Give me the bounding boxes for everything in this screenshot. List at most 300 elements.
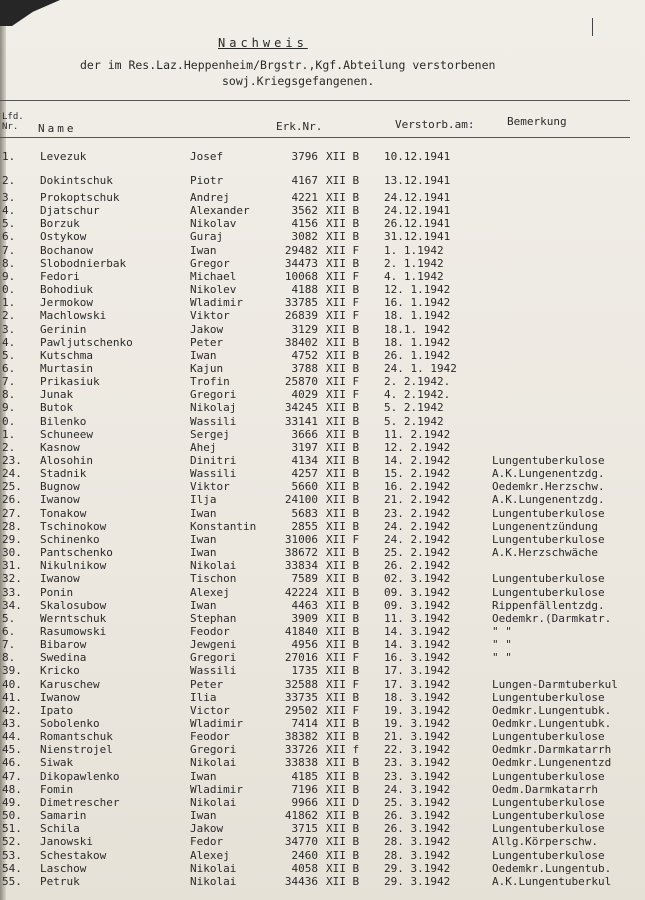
table-row	[0, 743, 645, 757]
cell-remark: Lungentuberkulose	[492, 730, 605, 744]
cell-nr: 29.	[2, 532, 22, 546]
cell-given: Peter	[190, 335, 224, 349]
cell-camp: XII B	[326, 848, 360, 862]
cell-remark: Lungentuberkulose	[492, 795, 605, 809]
table-row	[0, 375, 645, 389]
cell-surname: Murtasin	[40, 361, 93, 375]
cell-number: 10068	[284, 269, 318, 283]
table-row	[0, 862, 645, 876]
cell-camp: XII F	[326, 651, 360, 665]
cell-remark: Oedmkr.Lungentubk.	[492, 703, 612, 717]
cell-number: 4188	[291, 283, 318, 297]
cell-number: 41862	[284, 809, 318, 823]
table-row	[0, 546, 645, 560]
cell-remark: Allg.Körperschw.	[492, 835, 598, 849]
cell-camp: XII B	[326, 598, 360, 612]
table-row	[0, 678, 645, 692]
cell-date: 26. 1.1942	[384, 348, 451, 362]
cell-surname: Gerinin	[40, 322, 87, 336]
cell-surname: Prikasiuk	[40, 375, 100, 389]
cell-surname: Swedina	[40, 651, 87, 665]
cell-given: Gregori	[190, 388, 237, 402]
table-row	[0, 586, 645, 600]
cell-camp: XII B	[326, 335, 360, 349]
table-row	[0, 599, 645, 613]
table-row	[0, 559, 645, 573]
header-top-rule	[0, 100, 630, 101]
cell-number: 3788	[291, 361, 318, 375]
cell-date: 18. 3.1942	[384, 690, 451, 704]
header-erk-nr: Erk.Nr.	[276, 120, 323, 133]
cell-date: 16. 1.1942	[384, 296, 451, 310]
cell-number: 4156	[291, 217, 318, 231]
table-row	[0, 309, 645, 323]
document-subtitle-line1: der im Res.Laz.Heppenheim/Brgstr.,Kgf.Abteilung verstorbenen	[80, 58, 496, 72]
cell-remark: " "	[492, 638, 512, 652]
cell-number: 4257	[291, 467, 318, 481]
cell-camp: XII B	[326, 730, 360, 744]
cell-number: 41840	[284, 624, 318, 638]
cell-given: Jakow	[190, 822, 224, 836]
cell-nr: 0.	[2, 283, 16, 297]
cell-remark: A.K.Lungenentzdg.	[492, 467, 605, 481]
cell-number: 3129	[291, 322, 318, 336]
cell-surname: Bilenko	[40, 414, 87, 428]
cell-given: Iwan	[190, 809, 217, 823]
table-row	[0, 296, 645, 310]
cell-surname: Fedori	[40, 269, 80, 283]
cell-camp: XII F	[326, 309, 360, 323]
cell-remark: Lungentuberkulose	[492, 822, 605, 836]
cell-date: 2. 2.1942.	[384, 375, 451, 389]
cell-camp: XII B	[326, 256, 360, 270]
cell-date: 22. 3.1942	[384, 743, 451, 757]
cell-nr: 46.	[2, 756, 22, 770]
cell-given: Ahej	[190, 440, 217, 454]
cell-nr: 6.	[2, 230, 16, 244]
table-row	[0, 730, 645, 744]
cell-date: 17. 3.1942	[384, 664, 451, 678]
cell-camp: XII B	[326, 401, 360, 415]
table-row	[0, 467, 645, 481]
table-row	[0, 480, 645, 494]
cell-number: 4221	[291, 191, 318, 204]
cell-nr: 49.	[2, 795, 22, 809]
cell-date: 11. 2.1942	[384, 427, 451, 441]
cell-date: 09. 3.1942	[384, 598, 451, 612]
cell-date: 29. 3.1942	[384, 874, 451, 888]
table-row	[0, 875, 645, 889]
cell-camp: XII B	[326, 822, 360, 836]
cell-given: Ilja	[190, 493, 217, 507]
table-row	[0, 664, 645, 678]
cell-nr: 41.	[2, 690, 22, 704]
cell-given: Gregor	[190, 256, 230, 270]
cell-surname: Schestakow	[40, 848, 107, 862]
cell-camp: XII D	[326, 795, 360, 809]
cell-given: Stephan	[190, 611, 237, 625]
cell-nr: 4.	[2, 335, 16, 349]
cell-given: Wassili	[190, 664, 237, 678]
cell-surname: Iwanow	[40, 493, 80, 507]
table-row	[0, 704, 645, 718]
cell-camp: XII F	[326, 243, 360, 257]
cell-number: 3666	[291, 427, 318, 441]
cell-camp: XII B	[326, 191, 360, 204]
header-nr-line2: Nr.	[2, 122, 19, 132]
table-row	[0, 388, 645, 402]
cell-remark: Lungen-Darmtuberkul	[492, 677, 618, 691]
cell-date: 19. 3.1942	[384, 717, 451, 730]
cell-remark: Oedmkr.Darmkatarrh	[492, 743, 612, 757]
cell-date: 19. 3.1942	[384, 703, 451, 717]
cell-nr: 40.	[2, 677, 22, 691]
cell-camp: XII B	[326, 174, 360, 187]
cell-surname: Sobolenko	[40, 717, 100, 730]
cell-date: 26. 2.1942	[384, 559, 451, 573]
cell-nr: 44.	[2, 730, 22, 744]
cell-date: 24.12.1941	[384, 204, 451, 218]
cell-given: Wladimir	[190, 782, 243, 796]
table-row	[0, 336, 645, 350]
cell-surname: Nienstrojel	[40, 743, 113, 757]
cell-camp: XII B	[326, 769, 360, 783]
cell-number: 2460	[291, 848, 318, 862]
cell-date: 14. 3.1942	[384, 638, 451, 652]
cell-surname: Levezuk	[40, 150, 87, 163]
document-title: Nachweis	[218, 36, 308, 50]
table-row	[0, 756, 645, 770]
cell-surname: Ponin	[40, 585, 74, 599]
cell-camp: XII B	[326, 756, 360, 770]
cell-date: 09. 3.1942	[384, 585, 451, 599]
table-row	[0, 783, 645, 797]
cell-number: 34473	[284, 256, 318, 270]
cell-camp: XII B	[326, 454, 360, 467]
cell-surname: Romantschuk	[40, 730, 113, 744]
cell-nr: 33.	[2, 585, 22, 599]
cell-surname: Nikulnikow	[40, 559, 107, 573]
cell-camp: XII B	[326, 348, 360, 362]
cell-nr: 1.	[2, 427, 16, 441]
cell-surname: Junak	[40, 388, 74, 402]
cell-camp: XII B	[326, 664, 360, 678]
cell-number: 34245	[284, 401, 318, 415]
cell-given: Viktor	[190, 480, 230, 494]
cell-date: 4. 1.1942	[384, 269, 444, 283]
cell-surname: Samarin	[40, 809, 87, 823]
cell-camp: XII B	[326, 585, 360, 599]
cell-remark: Oedm.Darmkatarrh	[492, 782, 598, 796]
cell-given: Trofin	[190, 375, 230, 389]
cell-surname: Ipato	[40, 703, 74, 717]
cell-nr: 30.	[2, 546, 22, 560]
cell-date: 24. 3.1942	[384, 782, 451, 796]
cell-given: Josef	[190, 150, 224, 163]
cell-nr: 2.	[2, 440, 16, 454]
cell-surname: Djatschur	[40, 204, 100, 218]
cell-given: Andrej	[190, 191, 230, 204]
table-row	[0, 150, 645, 164]
cell-remark: Lungentuberkulose	[492, 532, 605, 546]
cell-nr: 4.	[2, 204, 16, 218]
cell-given: Alexej	[190, 848, 230, 862]
cell-camp: XII B	[326, 519, 360, 533]
cell-given: Nikolai	[190, 795, 237, 809]
cell-remark: " "	[492, 624, 512, 638]
cell-date: 24.12.1941	[384, 191, 451, 204]
table-row	[0, 257, 645, 271]
cell-surname: Tschinokow	[40, 519, 107, 533]
cell-surname: Prokoptschuk	[40, 191, 120, 204]
cell-number: 33785	[284, 296, 318, 310]
cell-surname: Jermokow	[40, 296, 93, 310]
cell-date: 1. 1.1942	[384, 243, 444, 257]
cell-number: 4185	[291, 769, 318, 783]
cell-given: Nikolev	[190, 283, 237, 297]
cell-nr: 50.	[2, 809, 22, 823]
table-row	[0, 349, 645, 363]
cell-surname: Butok	[40, 401, 74, 415]
cell-nr: 9.	[2, 401, 16, 415]
cell-number: 31006	[284, 532, 318, 546]
cell-surname: Kricko	[40, 664, 80, 678]
table-row	[0, 174, 645, 188]
cell-remark: Lungenentzündung	[492, 519, 598, 533]
cell-nr: 1.	[2, 296, 16, 310]
cell-nr: 54.	[2, 861, 22, 875]
cell-camp: XII f	[326, 743, 360, 757]
cell-camp: XII F	[326, 677, 360, 691]
table-row	[0, 270, 645, 284]
cell-number: 29502	[284, 703, 318, 717]
cell-nr: 9.	[2, 269, 16, 283]
cell-number: 3562	[291, 204, 318, 218]
cell-nr: 24.	[2, 467, 22, 481]
table-row	[0, 454, 645, 468]
cell-nr: 6.	[2, 624, 16, 638]
cell-given: Piotr	[190, 174, 224, 187]
cell-number: 4956	[291, 638, 318, 652]
table-row	[0, 507, 645, 521]
cell-number: 33735	[284, 690, 318, 704]
cell-surname: Karuschew	[40, 677, 100, 691]
cell-date: 4. 2.1942.	[384, 388, 451, 402]
cell-camp: XII B	[326, 217, 360, 231]
cell-surname: Bohodiuk	[40, 283, 93, 297]
cell-surname: Bugnow	[40, 480, 80, 494]
cell-number: 25870	[284, 375, 318, 389]
cell-nr: 7.	[2, 243, 16, 257]
cell-surname: Dikopawlenko	[40, 769, 120, 783]
cell-nr: 3.	[2, 191, 16, 204]
cell-camp: XII F	[326, 296, 360, 310]
cell-number: 1735	[291, 664, 318, 678]
cell-camp: XII B	[326, 283, 360, 297]
cell-nr: 32.	[2, 572, 22, 586]
cell-nr: 7.	[2, 375, 16, 389]
table-row	[0, 809, 645, 823]
cell-camp: XII B	[326, 150, 360, 163]
header-name: Name	[38, 122, 77, 135]
cell-given: Viktor	[190, 309, 230, 323]
cell-given: Nikolai	[190, 756, 237, 770]
cell-given: Gregori	[190, 651, 237, 665]
cell-date: 25. 3.1942	[384, 795, 451, 809]
cell-given: Sergej	[190, 427, 230, 441]
cell-nr: 7.	[2, 638, 16, 652]
cell-surname: Borzuk	[40, 217, 80, 231]
cell-number: 4167	[291, 174, 318, 187]
table-row	[0, 230, 645, 244]
cell-date: 18. 1.1942	[384, 335, 451, 349]
cell-camp: XII B	[326, 427, 360, 441]
cell-number: 38382	[284, 730, 318, 744]
cell-date: 24. 1. 1942	[384, 361, 457, 375]
cell-given: Iwan	[190, 546, 217, 560]
cell-surname: Tonakow	[40, 506, 87, 520]
cell-given: Alexander	[190, 204, 250, 218]
cell-date: 23. 3.1942	[384, 769, 451, 783]
cell-surname: Pawljutschenko	[40, 335, 133, 349]
cell-date: 16. 3.1942	[384, 651, 451, 665]
cell-surname: Werntschuk	[40, 611, 107, 625]
cell-surname: Alosohin	[40, 454, 93, 467]
cell-surname: Stadnik	[40, 467, 87, 481]
cell-number: 33838	[284, 756, 318, 770]
cell-camp: XII F	[326, 269, 360, 283]
header-bottom-rule	[0, 137, 630, 138]
cell-camp: XII B	[326, 230, 360, 244]
cell-given: Peter	[190, 677, 224, 691]
cell-remark: Rippenfällentzdg.	[492, 598, 605, 612]
header-remark: Bemerkung	[507, 115, 567, 128]
cell-given: Nikolai	[190, 861, 237, 875]
cell-nr: 42.	[2, 703, 22, 717]
cell-given: Jewgeni	[190, 638, 237, 652]
cell-remark: " "	[492, 651, 512, 665]
cell-nr: 47.	[2, 769, 22, 783]
cell-nr: 25.	[2, 480, 22, 494]
cell-number: 38402	[284, 335, 318, 349]
cell-number: 4752	[291, 348, 318, 362]
cell-number: 33141	[284, 414, 318, 428]
cell-date: 31.12.1941	[384, 230, 451, 244]
cell-surname: Schila	[40, 822, 80, 836]
cell-number: 29482	[284, 243, 318, 257]
cell-remark: Oedmkr.Lungentubk.	[492, 717, 612, 730]
cell-surname: Dimetrescher	[40, 795, 120, 809]
cell-surname: Kasnow	[40, 440, 80, 454]
cell-remark: Lungentuberkulose	[492, 809, 605, 823]
table-row	[0, 428, 645, 442]
table-row	[0, 717, 645, 731]
cell-given: Dinitri	[190, 454, 237, 467]
cell-number: 38672	[284, 546, 318, 560]
cell-remark: A.K.Lungenentzdg.	[492, 493, 605, 507]
cell-date: 25. 2.1942	[384, 546, 451, 560]
cell-number: 42224	[284, 585, 318, 599]
cell-camp: XII B	[326, 440, 360, 454]
margin-mark	[592, 18, 593, 36]
cell-camp: XII F	[326, 532, 360, 546]
cell-number: 5683	[291, 506, 318, 520]
cell-date: 24. 2.1942	[384, 519, 451, 533]
cell-remark: Lungentuberkulose	[492, 690, 605, 704]
cell-number: 34770	[284, 835, 318, 849]
table-row	[0, 691, 645, 705]
cell-surname: Dokintschuk	[40, 174, 113, 187]
cell-remark: Oedemkr.Herzschw.	[492, 480, 605, 494]
cell-number: 3715	[291, 822, 318, 836]
cell-nr: 45.	[2, 743, 22, 757]
cell-remark: Lungentuberkulose	[492, 454, 605, 467]
cell-surname: Slobodnierbak	[40, 256, 127, 270]
cell-number: 3197	[291, 440, 318, 454]
cell-number: 27016	[284, 651, 318, 665]
cell-surname: Siwak	[40, 756, 74, 770]
cell-nr: 8.	[2, 651, 16, 665]
cell-nr: 0.	[2, 414, 16, 428]
table-row	[0, 323, 645, 337]
cell-date: 2. 1.1942	[384, 256, 444, 270]
cell-date: 14. 3.1942	[384, 624, 451, 638]
cell-date: 10.12.1941	[384, 150, 451, 163]
cell-camp: XII B	[326, 809, 360, 823]
cell-date: 5. 2.1942	[384, 414, 444, 428]
cell-nr: 6.	[2, 361, 16, 375]
cell-date: 12. 2.1942	[384, 440, 451, 454]
cell-date: 28. 3.1942	[384, 835, 451, 849]
cell-surname: Petruk	[40, 874, 80, 888]
cell-number: 32588	[284, 677, 318, 691]
cell-given: Jakow	[190, 322, 224, 336]
table-row	[0, 770, 645, 784]
cell-camp: XII B	[326, 414, 360, 428]
table-row	[0, 533, 645, 547]
cell-nr: 51.	[2, 822, 22, 836]
cell-remark: Oedemkr.(Darmkatr.	[492, 611, 612, 625]
cell-date: 18. 1.1942	[384, 309, 451, 323]
cell-given: Nikolaj	[190, 401, 237, 415]
cell-camp: XII F	[326, 703, 360, 717]
cell-given: Alexej	[190, 585, 230, 599]
cell-camp: XII B	[326, 874, 360, 888]
cell-surname: Schuneew	[40, 427, 93, 441]
cell-given: Konstantin	[190, 519, 257, 533]
cell-given: Guraj	[190, 230, 224, 244]
cell-nr: 5.	[2, 217, 16, 231]
cell-nr: 52.	[2, 835, 22, 849]
table-row	[0, 191, 645, 205]
cell-surname: Skalosubow	[40, 598, 107, 612]
cell-date: 26. 3.1942	[384, 822, 451, 836]
cell-nr: 23.	[2, 454, 22, 467]
cell-given: Wladimir	[190, 717, 243, 730]
cell-number: 2855	[291, 519, 318, 533]
cell-number: 26839	[284, 309, 318, 323]
cell-given: Iwan	[190, 769, 217, 783]
cell-surname: Iwanow	[40, 572, 80, 586]
cell-camp: XII B	[326, 546, 360, 560]
cell-nr: 3.	[2, 322, 16, 336]
cell-nr: 43.	[2, 717, 22, 730]
table-row	[0, 796, 645, 810]
table-row	[0, 493, 645, 507]
cell-nr: 8.	[2, 256, 16, 270]
cell-date: 26. 3.1942	[384, 809, 451, 823]
table-row	[0, 204, 645, 218]
